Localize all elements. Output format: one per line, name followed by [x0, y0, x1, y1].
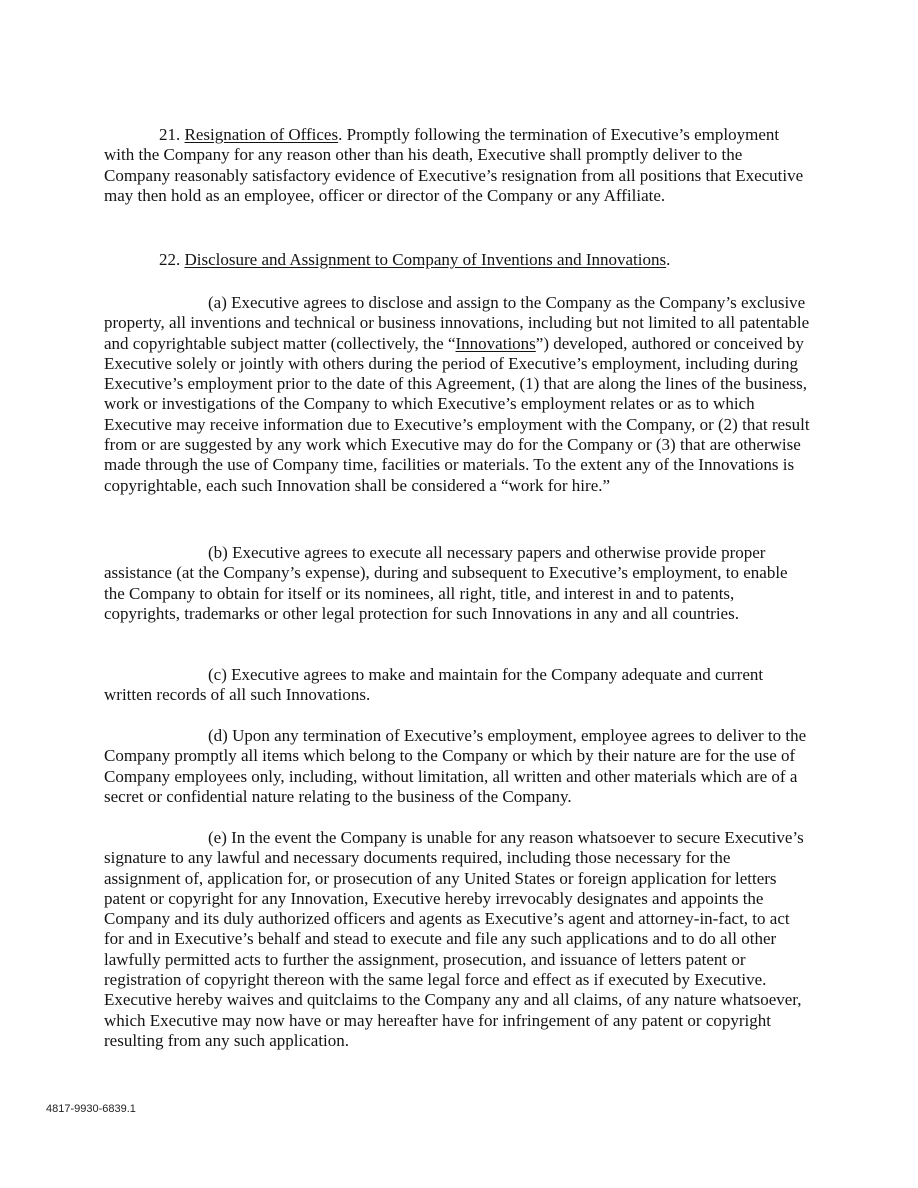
section-21-title: Resignation of Offices: [184, 125, 339, 144]
section-22d-text: (d) Upon any termination of Executive’s employment, employee agrees to deliver to the Company promptly all items which belong to the Company or which by their nature are for the use of Company employees only, including, without limitation, all written and other materials which are of a secret or confidential nature relating to the business of the Company.: [104, 726, 807, 806]
section-21-body: . Promptly following the termination of Executive’s employment with the Company for any reason other than his death, Executive shall promptly deliver to the Company reasonably satisfactory evidence of Executive’s resignation from all positions that Executive may then hold as an employee, officer or director of the Company or any Affiliate.: [104, 125, 804, 205]
section-22c-text: (c) Executive agrees to make and maintain for the Company adequate and current written records of all such Innovations.: [104, 665, 764, 705]
section-21-number: 21.: [159, 125, 185, 144]
section-21-paragraph: [104, 125, 810, 206]
section-22a-paragraph: [104, 293, 810, 496]
section-22b-paragraph: [104, 543, 810, 624]
section-22a-text-cont: ”) developed, authored or conceived by Executive solely or jointly with others during the period of Executive’s employment, including during Executive’s employment prior to the date of this Agreement, (1) that are along the lines of the business, work or investigations of the Company to which Executive’s employment relates or as to which Executive may receive information due to Executive’s employment with the Company, or (2) that result from or are suggested by any work which Executive may do for the Company or (3) that are otherwise made through the use of Company time, facilities or materials. To the extent any of the Innovations is copyrightable, each such Innovation shall be considered a “work for hire.”: [104, 333, 810, 495]
section-22b-text: (b) Executive agrees to execute all necessary papers and otherwise provide proper assistance (at the Company’s expense), during and subsequent to Executive’s employment, to enable the Company to obtain for itself or its nominees, all right, title, and interest in and to patents, copyrights, trademarks or other legal protection for such Innovations in any and all countries.: [104, 543, 788, 623]
section-22c-paragraph: [104, 665, 810, 706]
section-22a-text: (a) Executive agrees to disclose and assign to the Company as the Company’s exclusive property, all inventions and technical or business innovations, including but not limited to all patentable and copyrightable subject matter (collectively, the “: [104, 293, 810, 353]
section-22d-paragraph: [104, 726, 810, 807]
section-22-number: 22.: [159, 250, 185, 269]
document-id-footer: 4817-9930-6839.1: [46, 1103, 136, 1115]
section-22-title: Disclosure and Assignment to Company of Inventions and Innovations: [184, 250, 667, 269]
section-22e-paragraph: [104, 828, 810, 1051]
section-22-heading: [159, 250, 670, 270]
section-22-title-end: .: [666, 250, 671, 269]
section-22e-text: (e) In the event the Company is unable for any reason whatsoever to secure Executive’s signature to any lawful and necessary documents required, including those necessary for the assignment of, application for, or prosecution of any United States or foreign application for letters patent or copyright for any Innovation, Executive hereby irrevocably designates and appoints the Company and its duly authorized officers and agents as Executive’s agent and attorney-in-fact, to act for and in Executive’s behalf and stead to execute and file any such applications and to do all other lawfully permitted acts to further the assignment, prosecution, and issuance of letters patent or registration of copyright thereon with the same legal force and effect as if executed by Executive. Executive hereby waives and quitclaims to the Company any and all claims, of any nature whatsoever, which Executive may now have or may hereafter have for infringement of any patent or copyright resulting from any such application.: [104, 828, 804, 1050]
innovations-defined-term: Innovations: [455, 333, 536, 353]
